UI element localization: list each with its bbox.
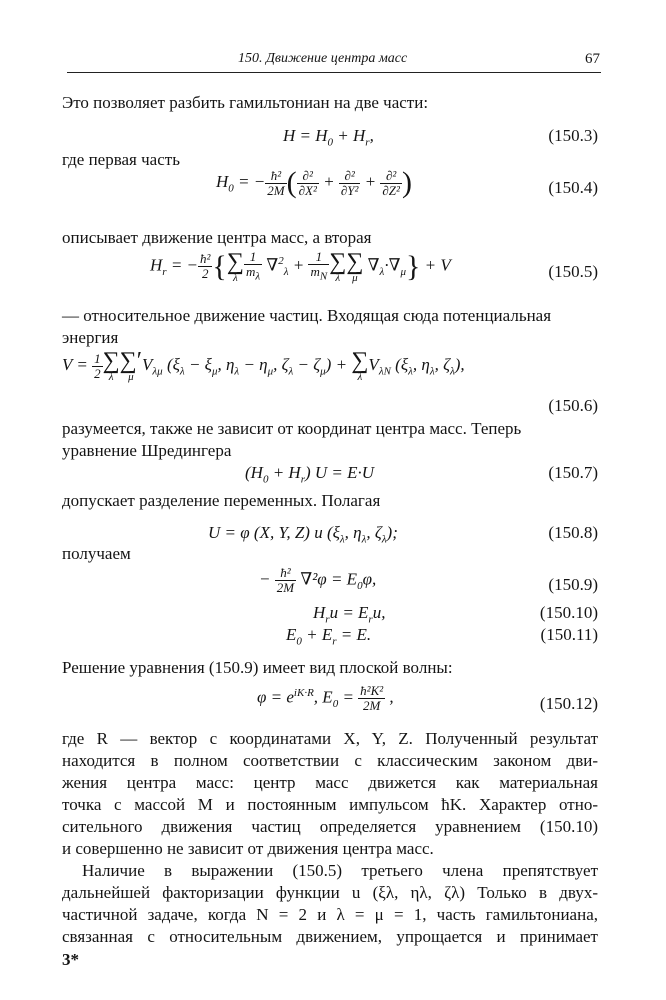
text-line: точка с массой M и постоянным импульсом ħK. Характер отно-	[62, 795, 598, 814]
text-line: Наличие в выражении (150.5) третьего члена препятствует	[82, 861, 598, 880]
equation-number: (150.7)	[548, 463, 598, 482]
text-line: сительного движения частиц определяется уравнением (150.10)	[62, 817, 598, 836]
text-line: описывает движение центра масс, а вторая	[62, 228, 372, 247]
text-line: разумеется, также не зависит от координат центра масс. Теперь	[62, 419, 522, 438]
equation-150-4: $H_0$ = − $\frac{\text{ħ²}}{2M}$ ( $\frac{\text{∂²}}{\text{∂X²}}$ + $\frac{\text{∂²}}{\text{∂Y²}}$ + $\frac{\text{∂²}}{\text{∂Z²}}$ )	[216, 166, 412, 199]
equation-150-9: − $\frac{\text{ħ²}}{2M}$ $\nabla^2\varphi = E_0\varphi$,	[259, 565, 377, 595]
text-line: частичной задаче, когда N = 2 и λ = μ = 1, часть гамильтониана,	[62, 905, 598, 924]
signature-mark: 3*	[62, 950, 79, 969]
equation-number: (150.8)	[548, 523, 598, 542]
text-line: Решение уравнения (150.9) имеет вид плоской волны:	[62, 658, 453, 677]
text-line: жения центра масс: центр масс движется как материальная	[62, 773, 598, 792]
text-line: где R — вектор с координатами X, Y, Z. Полученный результат	[62, 729, 598, 748]
text-line: где первая часть	[62, 150, 180, 169]
text-line: энергия	[62, 328, 119, 347]
text-line: и совершенно не зависит от движения центра масс.	[62, 839, 434, 858]
equation-150-7: $(H_0 + H_r) U = E\cdot U$	[245, 463, 375, 486]
equation-number: (150.12)	[539, 694, 598, 713]
text-line: дальнейшей факторизации функции u (ξλ, ηλ, ζλ) Только в двух-	[62, 883, 598, 902]
equation-150-3: $H = H_0 + H_r$,	[283, 126, 374, 149]
text-line: допускает разделение переменных. Полагая	[62, 491, 381, 510]
equation-number: (150.4)	[548, 178, 598, 197]
text-line: — относительное движение частиц. Входящая сюда потенциальная	[62, 306, 552, 325]
text-line: связанная с относительным движением, упрощается и принимает	[62, 927, 598, 946]
equation-number: (150.11)	[540, 625, 598, 644]
page-number: 67	[585, 51, 600, 67]
equation-150-12: $\varphi = e^{iK\cdot R}$, $E_0$ = $\frac{\text{ħ²K²}}{2M}$ ,	[257, 683, 394, 713]
text-line: Это позволяет разбить гамильтониан на две части:	[62, 93, 429, 112]
equation-150-11: $E_0 + E_r = E$.	[286, 625, 372, 648]
text-line: находится в полном соответствии с классическим законом дви-	[62, 751, 598, 770]
equation-150-10: $H_ru = E_ru$,	[313, 603, 386, 626]
equation-150-6: V = $\frac{1}{2}$ ∑ λ ∑′ μ $V_{\lambda\mu}$ ($\xi_\lambda - \xi_\mu$, $\eta_\lambda - \eta_\mu$, $\zeta_\lambda - \zeta_\mu$) + ∑ λ $V_{\lambda N}$ ($\xi_\lambda$, $\eta_\lambda$, $\zeta_\lambda$),	[62, 348, 465, 383]
equation-number: (150.9)	[548, 575, 598, 594]
equation-150-8: U = φ (X, Y, Z) u ($\xi_\lambda$, $\eta_\lambda$, $\zeta_\lambda$);	[208, 523, 398, 546]
equation-number: (150.3)	[548, 126, 598, 145]
equation-number: (150.5)	[548, 262, 598, 281]
running-header-title: 150. Движение центра масс	[238, 51, 408, 66]
equation-number: (150.10)	[539, 603, 598, 622]
text-line: получаем	[62, 544, 131, 563]
text-line: уравнение Шредингера	[62, 441, 232, 460]
equation-150-5: $H_r$ = − $\frac{\text{ħ²}}{2}$ { ∑ λ $\frac{1}{m_\lambda}$ ∇$^2_\lambda$ + $\frac{1}{m_N}$ ∑ λ ∑ μ $\nabla_\lambda\cdot\nabla_\mu\} + V$	[150, 248, 451, 284]
header-rule	[67, 72, 601, 73]
equation-number: (150.6)	[548, 396, 598, 415]
